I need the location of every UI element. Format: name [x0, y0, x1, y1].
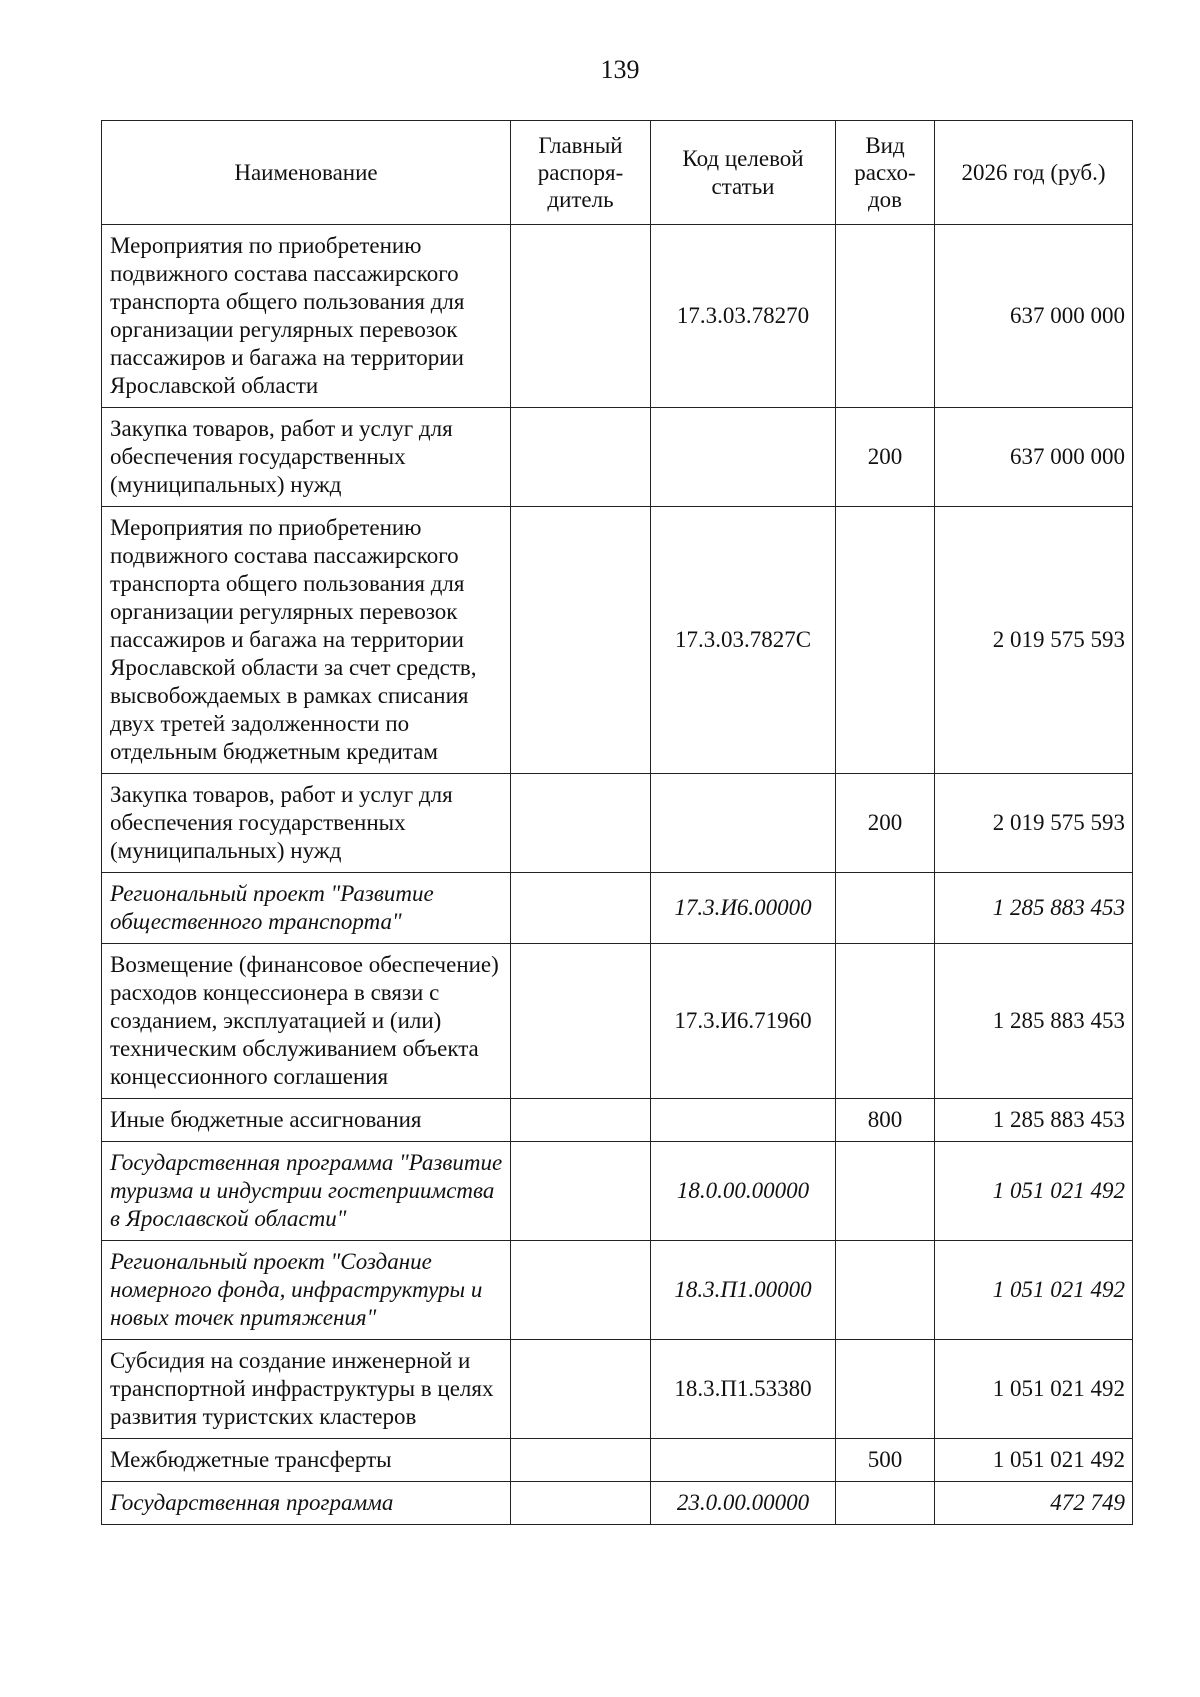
row-code-cell — [651, 1099, 836, 1142]
header-manager: Главный распоря-дитель — [511, 121, 651, 225]
row-expense-type-cell — [836, 225, 935, 408]
row-name-cell: Субсидия на создание инженерной и транспортной инфраструктуры в целях развития туристских кластеров — [102, 1340, 511, 1439]
row-manager-cell — [511, 1099, 651, 1142]
table-row — [102, 873, 1133, 944]
table-body — [102, 225, 1133, 1525]
row-code-cell: 18.3.П1.53380 — [651, 1340, 836, 1439]
row-amount-cell: 2 019 575 593 — [935, 774, 1133, 873]
row-code-cell — [651, 774, 836, 873]
row-code-cell: 17.3.03.78270 — [651, 225, 836, 408]
row-amount-cell: 2 019 575 593 — [935, 507, 1133, 774]
budget-table — [101, 120, 1133, 1525]
row-amount-cell: 637 000 000 — [935, 225, 1133, 408]
row-name-cell: Закупка товаров, работ и услуг для обеспечения государственных (муниципальных) нужд — [102, 408, 511, 507]
row-amount-cell: 472 749 — [935, 1482, 1133, 1525]
header-code: Код целевой статьи — [651, 121, 836, 225]
row-name-cell: Иные бюджетные ассигнования — [102, 1099, 511, 1142]
row-code-cell: 18.3.П1.00000 — [651, 1241, 836, 1340]
row-manager-cell — [511, 225, 651, 408]
row-code-cell — [651, 1439, 836, 1482]
header-amount-2026: 2026 год (руб.) — [935, 121, 1133, 225]
header-name: Наименование — [102, 121, 511, 225]
table-row — [102, 1099, 1133, 1142]
row-name-cell: Государственная программа "Развитие туризма и индустрии гостеприимства в Ярославской области" — [102, 1142, 511, 1241]
row-name-cell: Закупка товаров, работ и услуг для обеспечения государственных (муниципальных) нужд — [102, 774, 511, 873]
table-row — [102, 774, 1133, 873]
row-amount-cell: 637 000 000 — [935, 408, 1133, 507]
row-code-cell: 18.0.00.00000 — [651, 1142, 836, 1241]
row-amount-cell: 1 285 883 453 — [935, 944, 1133, 1099]
table-row — [102, 1241, 1133, 1340]
row-code-cell: 23.0.00.00000 — [651, 1482, 836, 1525]
row-name-cell: Межбюджетные трансферты — [102, 1439, 511, 1482]
row-manager-cell — [511, 408, 651, 507]
row-name-cell: Мероприятия по приобретению подвижного состава пассажирского транспорта общего пользования для организации регулярных перевозок пассажиров и багажа на территории Ярославской области за счет средств, высвобождаемых в рамках списания двух третей задолженности по отдельным бюджетным кредитам — [102, 507, 511, 774]
row-amount-cell: 1 051 021 492 — [935, 1241, 1133, 1340]
row-amount-cell: 1 285 883 453 — [935, 1099, 1133, 1142]
row-expense-type-cell — [836, 873, 935, 944]
row-expense-type-cell — [836, 1482, 935, 1525]
table-row — [102, 225, 1133, 408]
row-name-cell: Региональный проект "Развитие общественного транспорта" — [102, 873, 511, 944]
row-code-cell: 17.3.И6.00000 — [651, 873, 836, 944]
row-expense-type-cell: 500 — [836, 1439, 935, 1482]
row-name-cell: Государственная программа — [102, 1482, 511, 1525]
row-expense-type-cell — [836, 1142, 935, 1241]
row-expense-type-cell: 800 — [836, 1099, 935, 1142]
table-row — [102, 1142, 1133, 1241]
row-name-cell: Возмещение (финансовое обеспечение) расходов концессионера в связи с созданием, эксплуатацией и (или) техническим обслуживанием объекта концессионного соглашения — [102, 944, 511, 1099]
row-amount-cell: 1 051 021 492 — [935, 1439, 1133, 1482]
row-code-cell: 17.3.03.7827С — [651, 507, 836, 774]
row-manager-cell — [511, 1482, 651, 1525]
row-expense-type-cell — [836, 1340, 935, 1439]
row-manager-cell — [511, 873, 651, 944]
table-row — [102, 1340, 1133, 1439]
row-amount-cell: 1 285 883 453 — [935, 873, 1133, 944]
row-manager-cell — [511, 774, 651, 873]
row-amount-cell: 1 051 021 492 — [935, 1142, 1133, 1241]
table-row — [102, 408, 1133, 507]
row-name-cell: Региональный проект "Создание номерного фонда, инфраструктуры и новых точек притяжения" — [102, 1241, 511, 1340]
table-header-row — [102, 121, 1133, 225]
row-code-cell — [651, 408, 836, 507]
row-manager-cell — [511, 1439, 651, 1482]
header-expense-type: Вид расхо-дов — [836, 121, 935, 225]
row-manager-cell — [511, 1340, 651, 1439]
row-code-cell: 17.3.И6.71960 — [651, 944, 836, 1099]
row-manager-cell — [511, 944, 651, 1099]
row-expense-type-cell — [836, 944, 935, 1099]
table-row — [102, 1482, 1133, 1525]
row-expense-type-cell: 200 — [836, 774, 935, 873]
row-manager-cell — [511, 1142, 651, 1241]
table-row — [102, 1439, 1133, 1482]
row-manager-cell — [511, 1241, 651, 1340]
row-manager-cell — [511, 507, 651, 774]
row-expense-type-cell — [836, 1241, 935, 1340]
row-expense-type-cell — [836, 507, 935, 774]
row-expense-type-cell: 200 — [836, 408, 935, 507]
row-amount-cell: 1 051 021 492 — [935, 1340, 1133, 1439]
row-name-cell: Мероприятия по приобретению подвижного состава пассажирского транспорта общего пользования для организации регулярных перевозок пассажиров и багажа на территории Ярославской области — [102, 225, 511, 408]
page-number: 139 — [600, 55, 640, 84]
table-row — [102, 944, 1133, 1099]
table-row — [102, 507, 1133, 774]
